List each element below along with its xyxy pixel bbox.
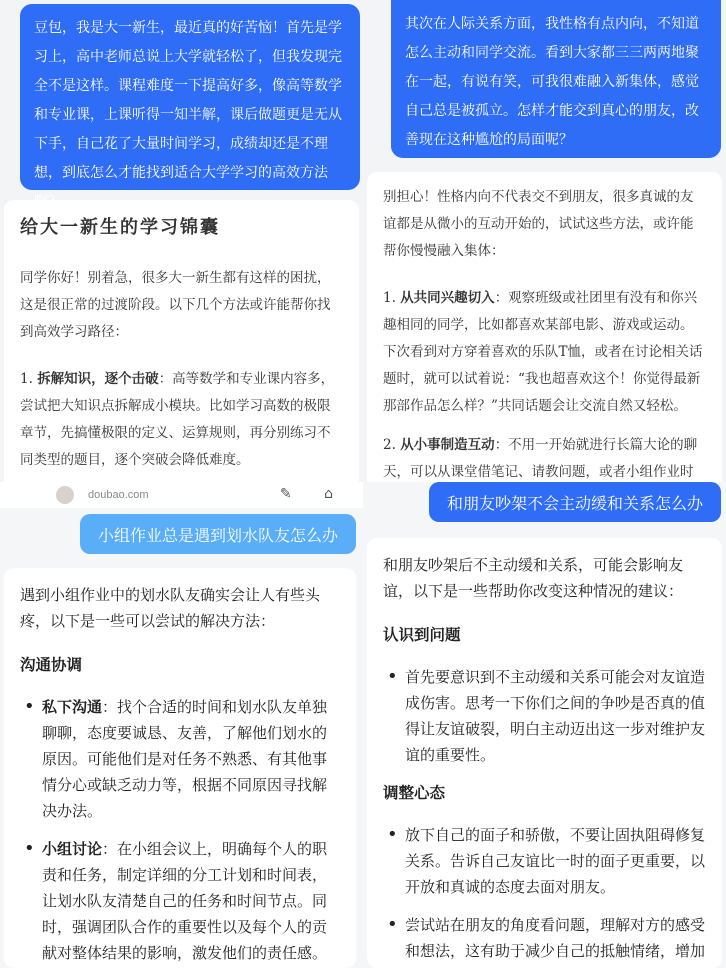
answer-list — [383, 285, 706, 482]
list-item: • 首先要意识到不主动缓和关系可能会对友谊造成伤害。思考一下你们之间的争吵是否真的值得让友谊破裂，明白主动迈出这一步对维护友谊的重要性。 — [383, 664, 706, 768]
bullet-heading: 私下沟通 — [42, 698, 103, 716]
user-question-bubble — [20, 4, 360, 190]
list-item — [20, 694, 340, 824]
panel-study-chat — [0, 0, 363, 482]
question-text: 其次在人际关系方面，我性格有点内向，不知道怎么主动和同学交流。看到大家都三三两两地聚在一起，有说有笑，可我很难融入新集体，感觉自己总是被孤立。怎样才能交到真心的朋友，改善现在这种尴尬的局面呢？ — [405, 16, 699, 148]
answer-card — [367, 538, 722, 968]
bullet-heading: 小组讨论 — [42, 840, 103, 858]
user-question-bubble — [429, 482, 721, 522]
section-title: 调整心态 — [383, 784, 446, 802]
list-item — [20, 366, 343, 474]
section-title: 认识到问题 — [383, 626, 461, 644]
panel-group-work-chat — [0, 482, 363, 968]
item-number: 2. — [383, 437, 396, 453]
user-question-bubble — [80, 514, 356, 554]
panel-friendship-chat — [363, 482, 726, 968]
item-text: ：不用一开始就进行长篇大论的聊天，可以从课堂借笔记、请教问题，或者小组作业时 — [383, 437, 698, 480]
item-text: ：观察班级或社团里有没有和你兴趣相同的同学，比如都喜欢某部电影、游戏或运动。下次看到对方穿着喜欢的乐队T恤，或者在讨论相关话题时，就可以试着说：“我也超喜欢这个！你觉得最新那部作品怎么样？”共同话题会让交流自然又轻松。 — [383, 290, 703, 414]
list-item — [383, 285, 706, 420]
item-heading: 拆解知识，逐个击破 — [37, 371, 159, 387]
question-text: 和朋友吵架不会主动缓和关系怎么办 — [446, 493, 703, 513]
list-item: • 尝试站在朋友的角度看问题，理解对方的感受和想法，这有助于减少自己的抵触情绪，增加 — [383, 912, 706, 968]
item-number: 1. — [383, 290, 396, 306]
answer-intro: 别担心！性格内向不代表交不到朋友，很多真诚的友谊都是从微小的互动开始的，试试这些方法，或许能帮你慢慢融入集体： — [383, 189, 694, 259]
user-question-bubble — [391, 0, 721, 158]
site-url[interactable]: doubao.com — [88, 489, 149, 501]
answer-list — [20, 366, 343, 474]
item-text: ：高等数学和专业课内容多，尝试把大知识点拆解成小模块。比如学习高数的极限章节，先搞懂极限的定义、运算规则，再分别练习不同类型的题目，逐个突破会降低难度。 — [20, 371, 335, 468]
bullet-text: ：在小组会议上，明确每个人的职责和任务，制定详细的分工计划和时间表，让划水队友清楚自己的任务和时间节点。同时，强调团队合作的重要性以及每个人的贡献对整体结果的影响，激发他们的责任感。 — [42, 840, 328, 962]
answer-title: 给大一新生的学习锦囊 — [20, 217, 220, 238]
answer-card — [4, 200, 359, 482]
answer-intro: 和朋友吵架后不主动缓和关系，可能会影响友谊，以下是一些帮助你改变这种情况的建议： — [383, 556, 684, 600]
answer-intro: 遇到小组作业中的划水队友确实会让人有些头疼，以下是一些可以尝试的解决方法： — [20, 586, 321, 630]
section-title: 沟通协调 — [20, 656, 83, 674]
item-heading: 从共同兴趣切入 — [400, 290, 495, 306]
bullet-text: ：找个合适的时间和划水队友单独聊聊，态度要诚恳、友善，了解他们划水的原因。可能他们是对任务不熟悉、有其他事情分心或缺乏动力等，根据不同原因寻找解决办法。 — [42, 698, 328, 820]
bullet-list — [383, 664, 706, 768]
question-text: 小组作业总是遇到划水队友怎么办 — [97, 525, 338, 545]
panel-social-chat — [363, 0, 726, 482]
answer-card — [367, 172, 722, 482]
bullet-list — [383, 822, 706, 968]
browser-topbar — [0, 482, 363, 508]
list-item — [383, 432, 706, 482]
item-heading: 从小事制造互动 — [400, 437, 495, 453]
answer-intro: 同学你好！别着急，很多大一新生都有这样的困扰，这是很正常的过渡阶段。以下几个方法或许能帮你找到高效学习路径： — [20, 270, 331, 340]
answer-card — [4, 568, 356, 968]
pen-icon[interactable]: ✎ ⌂ — [279, 486, 347, 502]
item-number: 1. — [20, 371, 33, 387]
question-text: 豆包，我是大一新生，最近真的好苦恼！首先是学习上，高中老师总说上大学就轻松了，但我发现完全不是这样。课程难度一下提高好多，像高等数学和专业课，上课听得一知半解，课后做题更是无从下手，自己花了大量时间学习，成绩却还是不理想，到底怎么才能找到适合大学学习的高效方法 — [34, 20, 342, 181]
avatar[interactable] — [54, 484, 76, 506]
list-item — [20, 836, 340, 966]
list-item: • 放下自己的面子和骄傲，不要让固执阻碍修复关系。告诉自己友谊比一时的面子更重要，以开放和真诚的态度去面对朋友。 — [383, 822, 706, 900]
bullet-list — [20, 694, 340, 966]
